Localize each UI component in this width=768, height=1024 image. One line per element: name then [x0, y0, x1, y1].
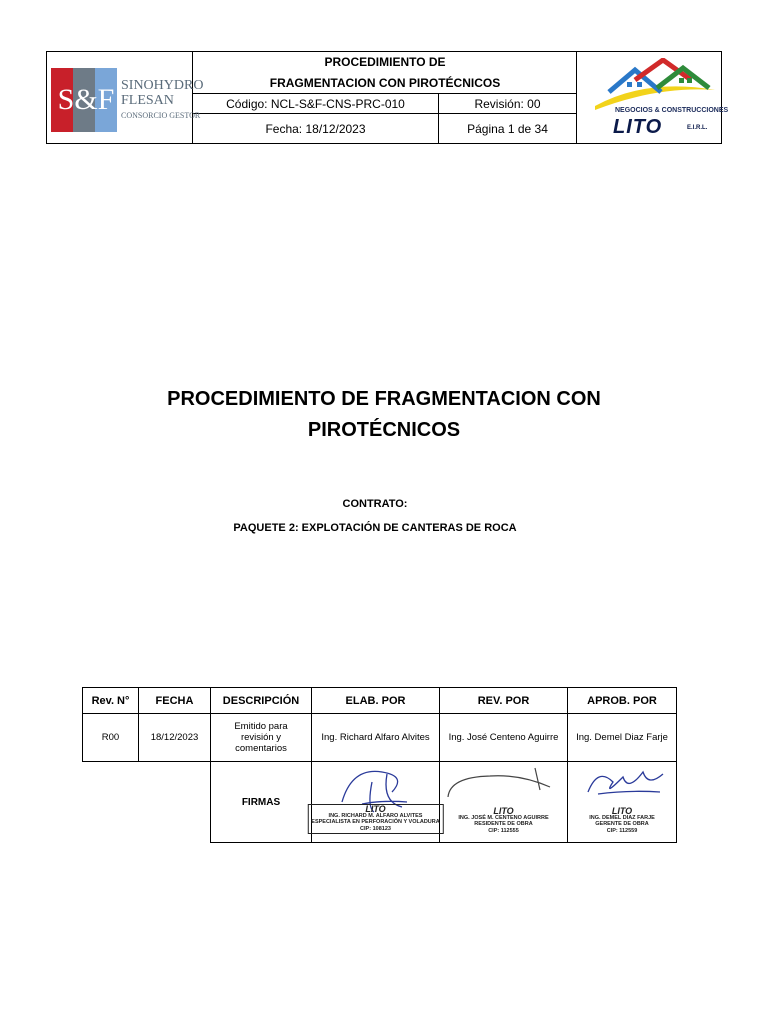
logo-line2: FLESAN: [121, 93, 174, 108]
stamp-elab: LITO ING. RICHARD M. ALFARO ALVITES ESPECIALISTA EN PERFORACIÓN Y VOLADURA CIP: 108123: [307, 804, 443, 834]
signature-aprob: [568, 762, 677, 843]
revision-table: [82, 687, 677, 843]
cell-elab: Ing. Richard Alfaro Alvites: [312, 714, 440, 762]
signature-elab: [312, 762, 440, 843]
header-fecha: Fecha: 18/12/2023: [265, 122, 366, 136]
logo-line3: CONSORCIO GESTOR: [121, 111, 201, 120]
table-header-row: [83, 688, 677, 714]
col-header-rev-por: REV. POR: [440, 688, 568, 714]
document-header: [46, 51, 729, 144]
houses-icon: [587, 58, 719, 114]
col-header-fecha: FECHA: [139, 688, 211, 714]
header-title-line1: PROCEDIMIENTO DE: [324, 55, 446, 69]
lito-subtitle: NEGOCIOS & CONSTRUCCIONES: [615, 107, 729, 114]
document-title: PROCEDIMIENTO DE FRAGMENTACION CON PIROTÉCNICOS: [167, 388, 601, 441]
contrato-label: CONTRATO:: [342, 498, 408, 510]
col-header-aprob: APROB. POR: [568, 688, 677, 714]
cell-rev-por: Ing. José Centeno Aguirre: [440, 714, 568, 762]
firmas-label: FIRMAS: [211, 762, 312, 843]
lito-suffix: E.I.R.L.: [687, 125, 708, 131]
cell-fecha: 18/12/2023: [139, 714, 211, 762]
header-revision: Revisión: 00: [474, 96, 541, 111]
header-codigo: Código: NCL-S&F-CNS-PRC-010: [226, 96, 405, 111]
table-row: [83, 714, 677, 762]
header-pagina: Página 1 de 34: [467, 122, 548, 136]
col-header-elab: ELAB. POR: [312, 688, 440, 714]
cell-aprob: Ing. Demel Diaz Farje: [568, 714, 677, 762]
lito-logo: [587, 58, 729, 138]
sinohydro-flesan-logo: [51, 68, 204, 132]
lito-name: LITO: [613, 116, 663, 138]
paquete-label: PAQUETE 2: EXPLOTACIÓN DE CANTERAS DE ROCA: [233, 522, 517, 534]
cell-descripcion: Emitido para revisión y comentarios: [211, 714, 312, 762]
signature-row: [83, 762, 677, 843]
stamp-rev: LITO ING. JOSÉ M. CENTENO AGUIRRE RESIDENTE DE OBRA CIP: 112555: [458, 806, 549, 834]
logo-line1: SINOHYDRO: [121, 78, 204, 93]
stamp-aprob: LITO ING. DEMEL DIAZ FARJE GERENTE DE OBRA CIP: 112559: [589, 806, 655, 834]
col-header-descripcion: DESCRIPCIÓN: [211, 688, 312, 714]
header-title-line2: FRAGMENTACION CON PIROTÉCNICOS: [269, 76, 501, 90]
signature-rev: [440, 762, 568, 843]
col-header-rev: Rev. N°: [83, 688, 139, 714]
cell-rev: R00: [83, 714, 139, 762]
logo-mark: S&F: [57, 83, 115, 116]
